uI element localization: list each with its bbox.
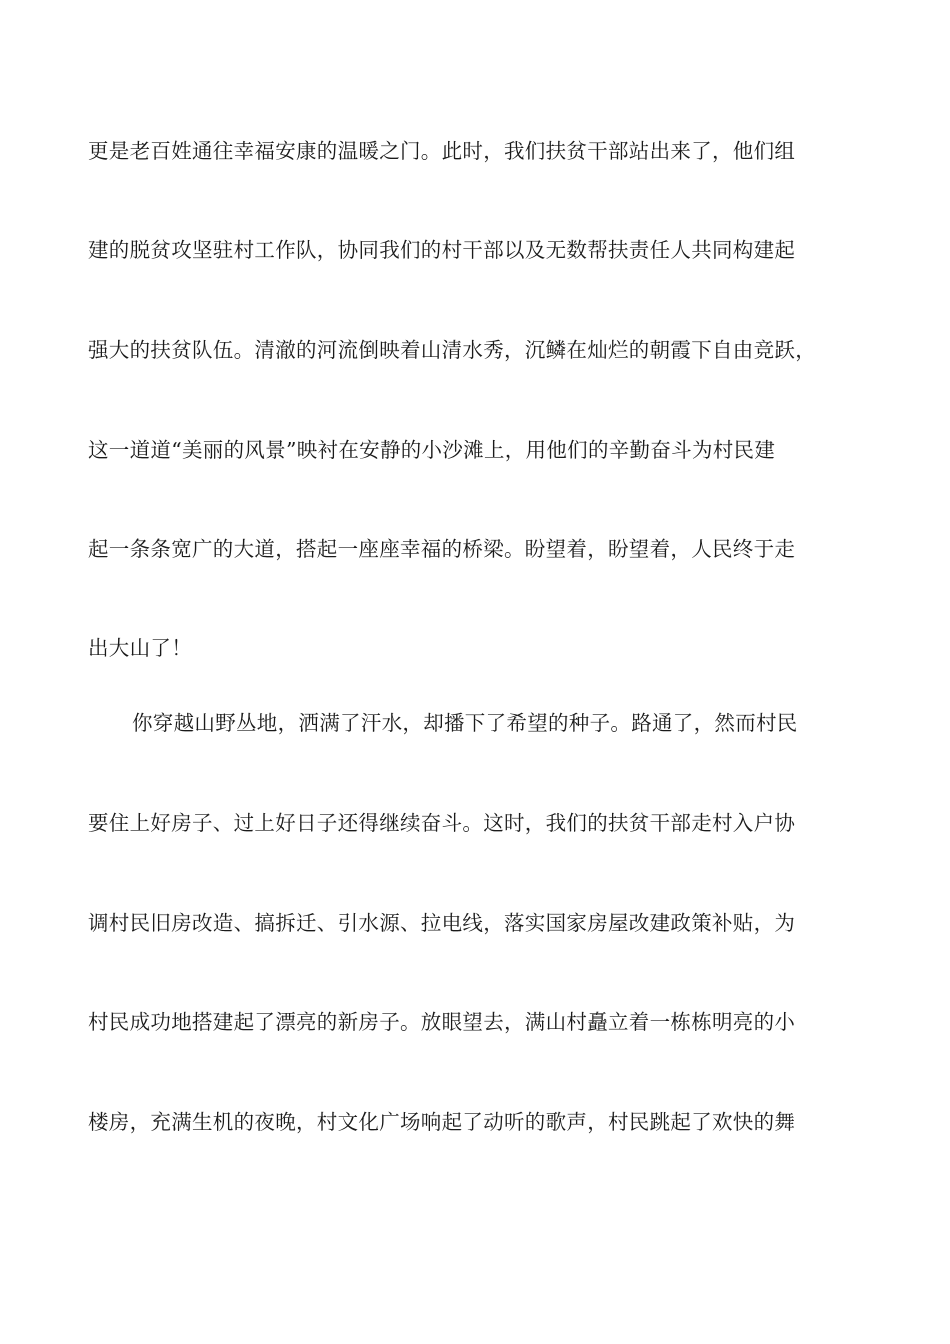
text-line: 出大山了！ [88,636,192,660]
text-line: 要住上好房子、过上好日子还得继续奋斗。这时，我们的扶贫干部走村入户协 [88,811,796,835]
text-line: 建的脱贫攻坚驻村工作队，协同我们的村干部以及无数帮扶责任人共同构建起 [88,238,796,262]
text-line: 强大的扶贫队伍。清澈的河流倒映着山清水秀，沉鳞在灿烂的朝霞下自由竞跃， [88,338,816,362]
text-line: 更是老百姓通往幸福安康的温暖之门。此时，我们扶贫干部站出来了，他们组 [88,139,796,163]
text-line: 村民成功地搭建起了漂亮的新房子。放眼望去，满山村矗立着一栋栋明亮的小 [88,1010,796,1034]
text-line: 这一道道“美丽的风景”映衬在安静的小沙滩上，用他们的辛勤奋斗为村民建 [88,438,776,462]
text-line: 楼房，充满生机的夜晚，村文化广场响起了动听的歌声，村民跳起了欢快的舞 [88,1110,796,1134]
paragraph-first-line: 你穿越山野丛地，洒满了汗水，却播下了希望的种子。路通了，然而村民 [132,711,798,735]
text-line: 调村民旧房改造、搞拆迁、引水源、拉电线，落实国家房屋改建政策补贴，为 [88,911,796,935]
text-line: 起一条条宽广的大道，搭起一座座幸福的桥梁。盼望着，盼望着，人民终于走 [88,537,796,561]
